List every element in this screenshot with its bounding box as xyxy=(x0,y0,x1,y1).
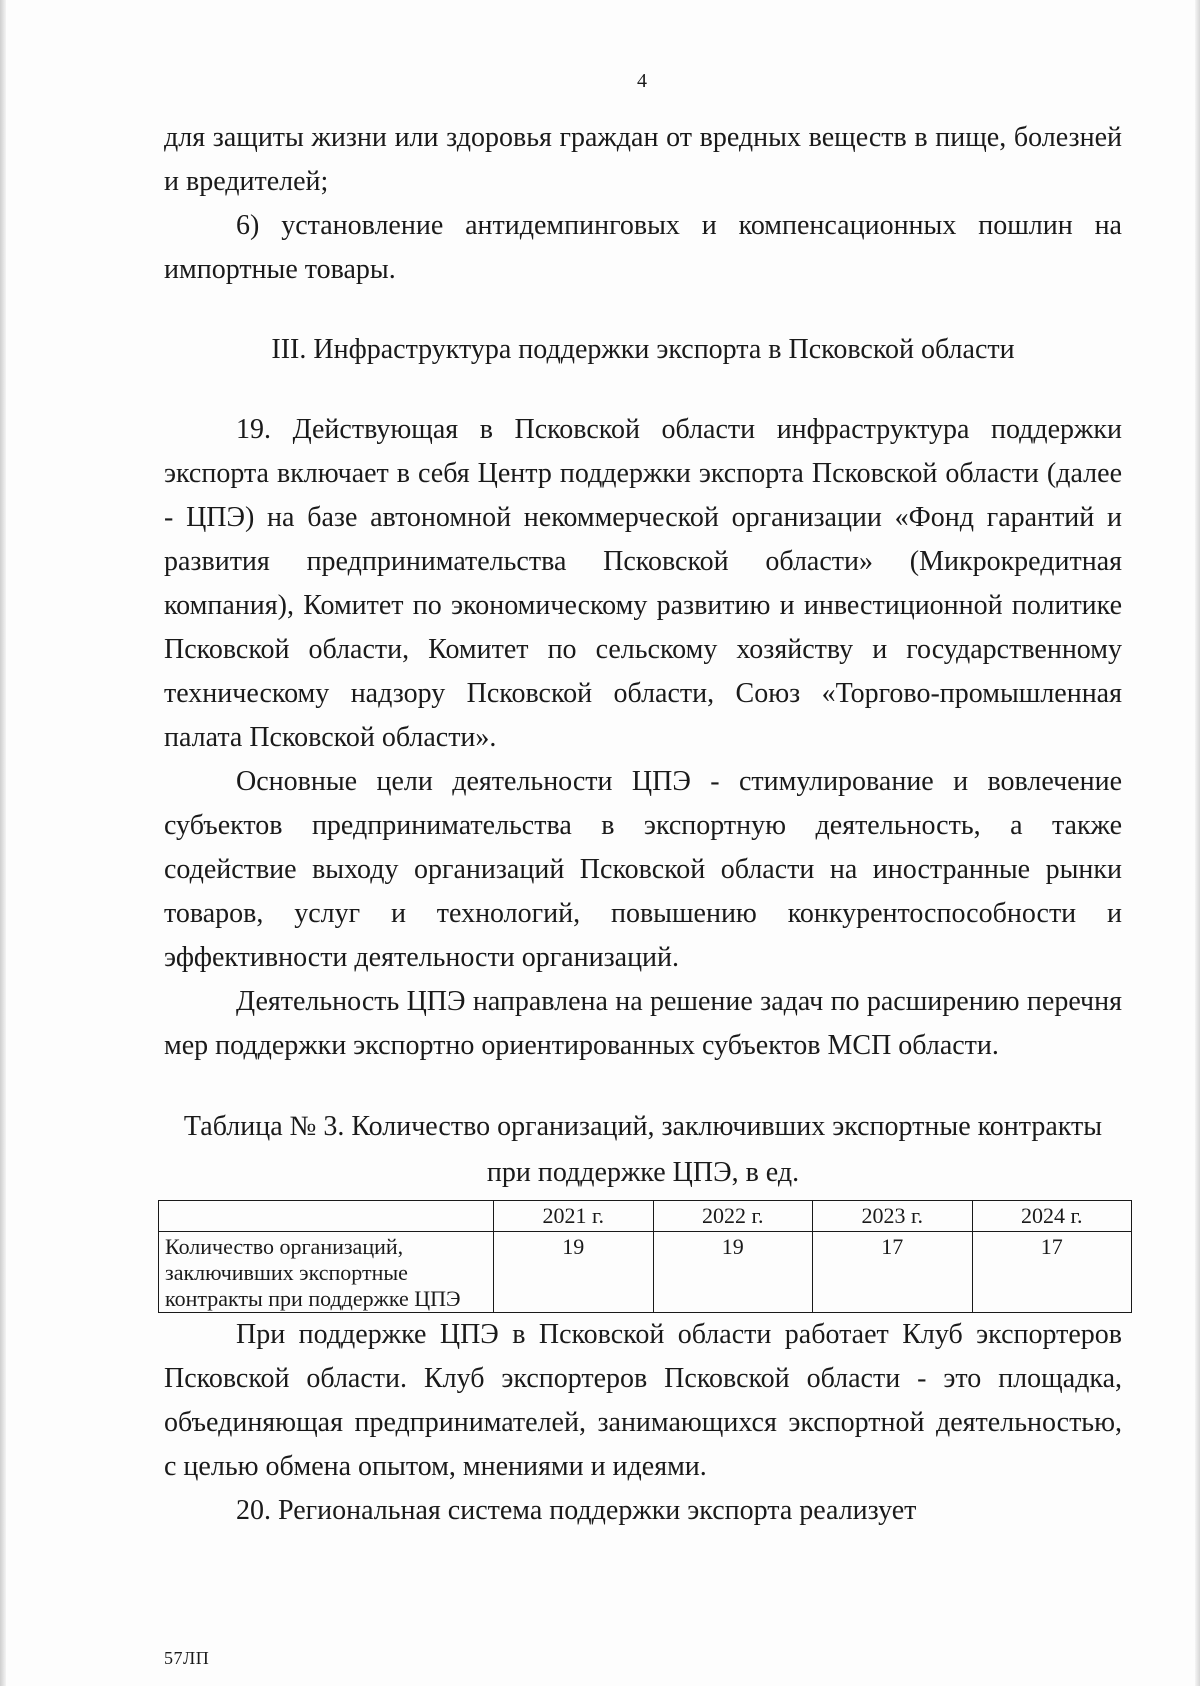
table-row-label: Количество организаций, заключивших экспортные контракты при поддержке ЦПЭ xyxy=(159,1232,494,1313)
table-cell-2024: 17 xyxy=(972,1232,1132,1313)
table-header-cell-2022: 2022 г. xyxy=(653,1201,813,1232)
paragraph-activity: Деятельность ЦПЭ направлена на решение задач по расширению перечня мер поддержки экспортно ориентированных субъектов МСП области. xyxy=(164,986,1122,1061)
table-row xyxy=(159,1232,1132,1313)
paragraph-item-6: 6) установление антидемпинговых и компенсационных пошлин на импортные товары. xyxy=(164,210,1122,285)
paragraph-club: При поддержке ЦПЭ в Псковской области работает Клуб экспортеров Псковской области. Клуб экспортеров Псковской области - это площадка, объединяющая предпринимателей, занимающихся экспортной деятельностью, с целью обмена опытом, мнениями и идеями. xyxy=(164,1319,1122,1482)
table-cell-2022: 19 xyxy=(653,1232,813,1313)
document-code: 57ЛП xyxy=(164,1648,210,1668)
scan-edge-left xyxy=(0,0,6,1686)
paragraph-20: 20. Региональная система поддержки экспорта реализует xyxy=(236,1495,917,1526)
table-header-cell-2024: 2024 г. xyxy=(972,1201,1132,1232)
table-header-row xyxy=(159,1201,1132,1232)
table-cell-2021: 19 xyxy=(494,1232,654,1313)
paragraph-goals: Основные цели деятельности ЦПЭ - стимулирование и вовлечение субъектов предпринимательства в экспортную деятельность, а также содействие выходу организаций Псковской области на иностранные рынки товаров, услуг и технологий, повышению конкурентоспособности и эффективности деятельности организаций. xyxy=(164,766,1122,973)
page-number: 4 xyxy=(637,70,647,92)
table-header-cell-2021: 2021 г. xyxy=(494,1201,654,1232)
paragraph-continuation: для защиты жизни или здоровья граждан от вредных веществ в пище, болезней и вредителей; xyxy=(164,122,1122,197)
table-header-cell-empty xyxy=(159,1201,494,1232)
section-title: III. Инфраструктура поддержки экспорта в Псковской области xyxy=(271,334,1015,365)
table-caption: Таблица № 3. Количество организаций, заключивших экспортные контракты при поддержке ЦПЭ, в ед. xyxy=(183,1111,1103,1188)
data-table xyxy=(158,1200,1132,1313)
table-cell-2023: 17 xyxy=(813,1232,973,1313)
scan-edge-right xyxy=(1195,0,1200,1686)
document-body xyxy=(164,116,1122,1533)
table-header-cell-2023: 2023 г. xyxy=(813,1201,973,1232)
paragraph-19: 19. Действующая в Псковской области инфраструктура поддержки экспорта включает в себя Центр поддержки экспорта Псковской области (далее - ЦПЭ) на базе автономной некоммерческой организации «Фонд гарантий и развития предпринимательства Псковской области» (Микрокредитная компания), Комитет по экономическому развитию и инвестиционной политике Псковской области, Комитет по сельскому хозяйству и государственному техническому надзору Псковской области, Союз «Торгово-промышленная палата Псковской области». xyxy=(164,414,1122,753)
